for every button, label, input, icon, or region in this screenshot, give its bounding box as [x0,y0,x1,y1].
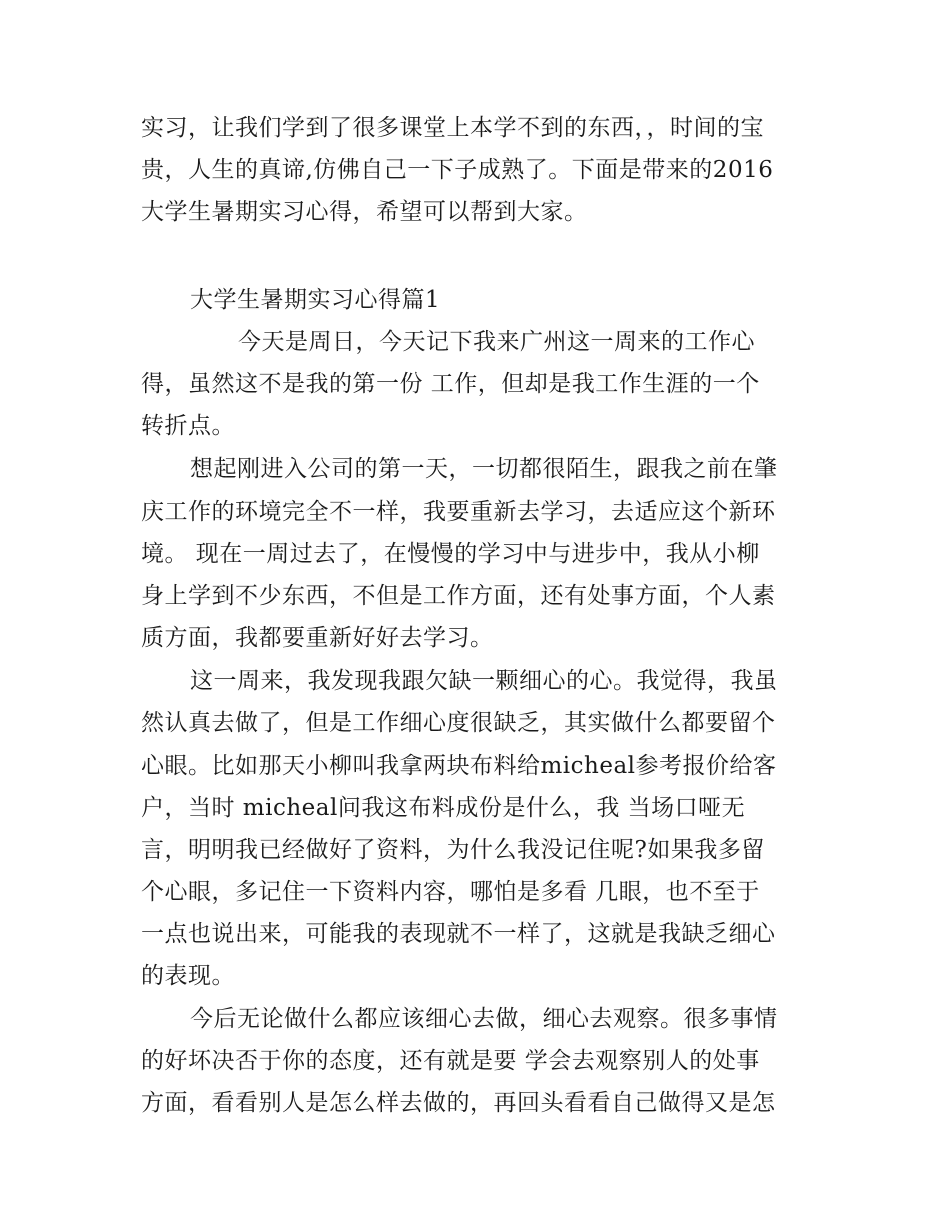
intro-line-1: 实习，让我们学到了很多课堂上本学不到的东西，，时间的宝 [141,115,764,141]
p2-line-5: 质方面，我都要重新好好去学习。 [141,625,494,651]
intro-line-2: 贵，人生的真谛,仿佛自己一下子成熟了。下面是带来的2016 [141,157,774,183]
section-title: 大学生暑期实习心得篇1 [190,287,441,313]
p4-line-1: 今后无论做什么都应该细心去做，细心去观察。很多事情 [190,1006,778,1032]
p1-line-1: 今天是周日，今天记下我来广州这一周来的工作心 [238,329,755,355]
p3-line-8: 的表现。 [141,963,235,989]
p1-line-2: 得，虽然这不是我的第一份 工作，但却是我工作生涯的一个 [141,371,760,397]
p1-line-3: 转折点。 [141,413,235,439]
p2-line-4: 身上学到不少东西，不但是工作方面，还有处事方面，个人素 [141,583,776,609]
p2-line-1: 想起刚进入公司的第一天，一切都很陌生，跟我之前在肇 [190,456,778,482]
p3-line-7: 一点也说出来，可能我的表现就不一样了，这就是我缺乏细心 [141,921,776,947]
p3-line-1: 这一周来，我发现我跟欠缺一颗细心的心。我觉得，我虽 [190,668,778,694]
p3-line-3: 心眼。比如那天小柳叫我拿两块布料给micheal参考报价给客 [141,753,777,779]
p3-line-2: 然认真去做了，但是工作细心度很缺乏，其实做什么都要留个 [141,710,776,736]
p3-line-4: 户，当时 micheal问我这布料成份是什么，我 当场口哑无 [141,795,746,821]
p3-line-6: 个心眼，多记住一下资料内容，哪怕是多看 几眼，也不至于 [141,879,760,905]
p4-line-3: 方面，看看别人是怎么样去做的，再回头看看自己做得又是怎 [141,1090,776,1116]
p4-line-2: 的好坏决否于你的态度，还有就是要 学会去观察别人的处事 [141,1048,760,1074]
p2-line-2: 庆工作的环境完全不一样，我要重新去学习，去适应这个新环 [141,499,776,525]
intro-line-3: 大学生暑期实习心得，希望可以帮到大家。 [141,199,588,225]
p2-line-3: 境。 现在一周过去了，在慢慢的学习中与进步中，我从小柳 [141,541,760,567]
p3-line-5: 言，明明我已经做好了资料，为什么我没记住呢?如果我多留 [141,837,765,863]
